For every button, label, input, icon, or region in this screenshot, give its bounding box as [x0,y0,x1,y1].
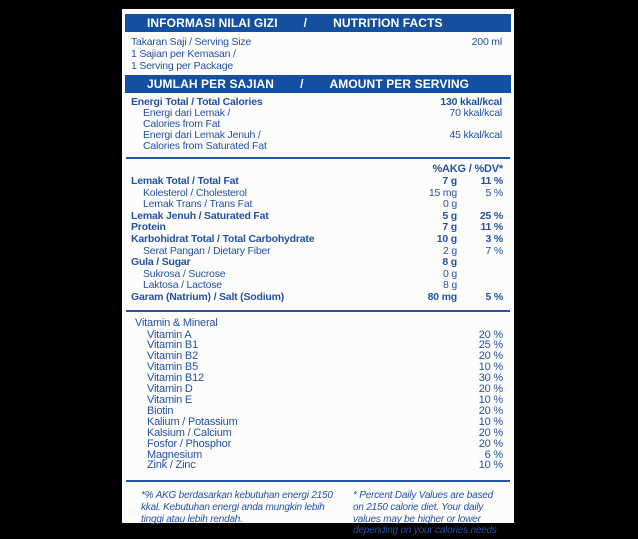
header2-right: AMOUNT PER SERVING [329,77,470,91]
vitamins-table [125,330,511,477]
nutrient-label: Lemak Total / Total Fat [131,175,239,187]
vitamin-daily-value: 10 % [478,459,503,472]
serving-size-row [131,36,502,48]
vitamin-daily-value: 20 % [478,350,503,363]
vitamin-daily-value: 10 % [478,361,503,374]
vitamin-label: Vitamin E [147,393,193,406]
vitamin-row [125,428,511,439]
header-amount-per-serving [125,75,511,93]
nutrient-amount: 7 g [442,221,457,234]
nutrient-amount: 80 mg [427,290,457,303]
nutrient-amount: 15 mg [428,186,457,199]
energy-row-label [131,130,450,152]
servings-per-package-en: 1 Serving per Package [131,60,234,72]
nutrient-row [125,292,511,304]
nutrient-label: Kolesterol / Cholesterol [143,186,247,199]
energy-row-label-line2: Calories from Fat [143,118,221,130]
nutrient-label: Lemak Jenuh / Saturated Fat [131,209,269,222]
header1-left: INFORMASI NILAI GIZI [147,16,278,30]
vitamin-label: Biotin [147,404,174,417]
energy-row-label-line1: Energi Total / Total Calories [131,96,263,108]
vitamin-daily-value: 20 % [478,426,503,439]
nutrient-amount: 5 g [442,209,457,222]
header1-right: NUTRITION FACTS [333,16,443,30]
nutrient-daily-value: 25 % [479,209,503,222]
nutrient-row [125,234,511,246]
header-nutrition-facts [125,14,511,32]
vitamin-label: Magnesium [147,448,203,461]
vitamin-daily-value: 6 % [484,448,503,461]
nutrient-label: Serat Pangan / Dietary Fiber [143,244,271,257]
vitamin-label: Kalium / Potassium [147,415,238,428]
vitamin-daily-value: 20 % [478,404,503,417]
energy-row [131,130,502,152]
nutrient-amount: 10 g [436,232,457,245]
nutrient-label: Karbohidrat Total / Total Carbohydrate [131,232,315,245]
servings-per-package-id: 1 Sajian per Kemasan / [131,48,236,60]
energy-row-value: 45 kkal/kcal [449,129,502,141]
nutrient-row [125,257,511,269]
nutrient-daily-value: 11 % [480,221,503,234]
vitamin-row [125,460,511,471]
vitamin-label: Vitamin D [147,383,193,396]
nutrient-label: Garam (Natrium) / Salt (Sodium) [131,290,285,303]
nutrient-label: Lemak Trans / Trans Fat [143,198,253,211]
vitamin-row [125,439,511,450]
vitamin-label: Kalsium / Calcium [147,426,232,439]
nutrient-label: Laktosa / Lactose [143,279,222,292]
footnotes [125,482,511,536]
serving-size-section [125,32,511,75]
nutrient-daily-value: 11 % [480,175,503,187]
nutrition-facts-label [122,9,514,537]
energy-row-label-line1: Energi dari Lemak / [143,107,231,119]
energy-row-label-line1: Energi dari Lemak Jenuh / [143,129,261,141]
vitamins-minerals-header: Vitamin & Mineral [135,316,218,329]
serving-size-label: Takaran Saji / Serving Size [131,36,252,48]
vitamin-daily-value: 20 % [478,328,503,341]
nutrient-label: Sukrosa / Sucrose [143,267,226,280]
nutrient-daily-value: 5 % [485,290,503,303]
nutrient-amount: 7 g [442,175,457,187]
nutrient-amount: 2 g [443,244,457,257]
nutrient-daily-value [457,257,503,269]
nutrient-amount: 0 g [443,198,457,211]
nutrient-label: Protein [131,221,166,234]
header1-slash: / [303,16,308,30]
energy-row-label-line2: Calories from Saturated Fat [143,140,267,152]
vitamin-label: Zink / Zinc [147,459,196,472]
vitamin-label: Vitamin B5 [147,361,198,374]
vitamin-daily-value: 10 % [478,393,503,406]
vitamin-daily-value: 20 % [478,383,503,396]
nutrients-table [125,176,511,310]
vitamin-label: Fosfor / Phosphor [147,437,232,450]
daily-value-column-header: %AKG / %DV* [432,163,503,175]
nutrient-amount: 8 g [443,279,457,292]
energy-row-value: 70 kkal/kcal [449,107,502,119]
nutrient-amount: 8 g [442,256,457,269]
vitamin-label: Vitamin A [147,328,192,341]
vitamin-label: Vitamin B2 [147,350,198,363]
vitamin-row [125,395,511,406]
footnote-english: * Percent Daily Values are based on 2150 calorie diet. Your daily values may be higher or lower depending on your calories needs [353,490,497,537]
serving-size-value: 200 ml [471,36,502,48]
energy-row-value: 130 kkal/kcal [440,96,502,108]
energy-section [125,93,511,157]
nutrient-label: Gula / Sugar [131,256,191,269]
nutrient-row [125,176,511,188]
vitamin-daily-value: 20 % [478,437,503,450]
header2-left: JUMLAH PER SAJIAN [147,77,275,91]
energy-row-label [131,108,450,130]
vitamin-daily-value: 30 % [478,372,503,385]
nutrient-daily-value: 3 % [485,232,503,245]
vitamin-label: Vitamin B1 [147,339,198,352]
nutrient-daily-value: 5 % [485,186,503,199]
vitamin-daily-value: 25 % [478,339,503,352]
footnote-indonesian: *% AKG berdasarkan kebutuhan energi 2150 kkal. Kebutuhan energi anda mungkin lebih tinggi atau lebih rendah. [141,490,333,525]
nutrient-daily-value [457,269,503,281]
nutrient-amount: 0 g [443,267,457,280]
nutrient-daily-value: 7 % [485,244,503,257]
vitamin-daily-value: 10 % [478,415,503,428]
energy-row [131,108,502,130]
header2-slash: / [300,77,304,91]
vitamin-label: Vitamin B12 [147,372,204,385]
